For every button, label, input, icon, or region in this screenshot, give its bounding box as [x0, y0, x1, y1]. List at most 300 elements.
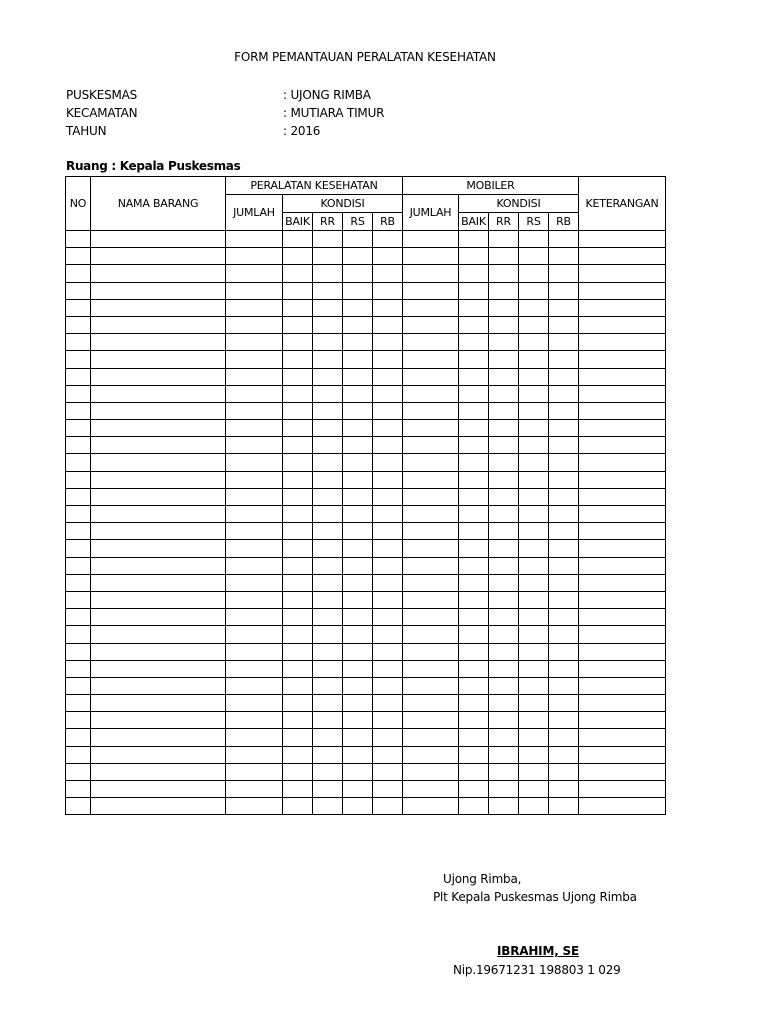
table-cell [519, 248, 549, 265]
table-cell [66, 351, 91, 368]
table-cell [91, 316, 226, 333]
table-cell [459, 334, 489, 351]
table-cell [579, 471, 666, 488]
table-cell [66, 660, 91, 677]
table-cell [459, 591, 489, 608]
table-cell [489, 385, 519, 402]
table-cell [226, 506, 283, 523]
table-cell [579, 540, 666, 557]
table-cell [459, 351, 489, 368]
table-cell [373, 729, 403, 746]
table-cell [403, 334, 459, 351]
table-cell [373, 282, 403, 299]
table-cell [579, 574, 666, 591]
table-cell [549, 506, 579, 523]
table-cell [519, 334, 549, 351]
table-cell [373, 763, 403, 780]
table-cell [459, 282, 489, 299]
table-cell [549, 729, 579, 746]
table-cell [226, 351, 283, 368]
table-cell [373, 574, 403, 591]
table-cell [283, 763, 313, 780]
table-cell [226, 557, 283, 574]
table-cell [459, 540, 489, 557]
table-cell [226, 660, 283, 677]
table-row [66, 248, 666, 265]
table-cell [343, 437, 373, 454]
table-cell [373, 557, 403, 574]
table-cell [373, 471, 403, 488]
table-cell [489, 712, 519, 729]
table-cell [549, 557, 579, 574]
table-cell [549, 402, 579, 419]
table-cell [91, 591, 226, 608]
table-cell [313, 798, 343, 815]
table-cell [226, 488, 283, 505]
table-cell [403, 299, 459, 316]
table-cell [226, 591, 283, 608]
info-row-tahun [66, 124, 566, 142]
table-cell [519, 729, 549, 746]
table-cell [226, 368, 283, 385]
table-cell [403, 488, 459, 505]
table-cell [226, 282, 283, 299]
table-cell [549, 488, 579, 505]
table-cell [459, 677, 489, 694]
table-cell [373, 712, 403, 729]
table-cell [313, 351, 343, 368]
table-row [66, 729, 666, 746]
table-cell [489, 316, 519, 333]
table-cell [579, 282, 666, 299]
table-row [66, 351, 666, 368]
table-cell [66, 437, 91, 454]
table-cell [519, 695, 549, 712]
table-cell [313, 712, 343, 729]
table-cell [579, 402, 666, 419]
table-cell [66, 265, 91, 282]
table-cell [343, 334, 373, 351]
table-cell [519, 540, 549, 557]
table-row [66, 231, 666, 248]
table-cell [66, 420, 91, 437]
table-cell [66, 574, 91, 591]
table-cell [91, 540, 226, 557]
table-cell [91, 334, 226, 351]
table-cell [579, 557, 666, 574]
table-cell [343, 454, 373, 471]
table-cell [66, 523, 91, 540]
table-cell [549, 282, 579, 299]
table-cell [549, 763, 579, 780]
table-cell [519, 299, 549, 316]
table-cell [403, 437, 459, 454]
header-rr-mobiler: RR [489, 213, 519, 231]
table-cell [226, 781, 283, 798]
table-cell [549, 265, 579, 282]
table-cell [519, 591, 549, 608]
table-cell [66, 677, 91, 694]
table-cell [459, 265, 489, 282]
table-cell [313, 488, 343, 505]
table-cell [343, 488, 373, 505]
header-rs-mobiler: RS [519, 213, 549, 231]
table-cell [226, 712, 283, 729]
table-cell [549, 643, 579, 660]
table-cell [283, 488, 313, 505]
table-cell [579, 437, 666, 454]
table-cell [373, 265, 403, 282]
table-cell [343, 402, 373, 419]
table-cell [519, 574, 549, 591]
table-cell [549, 454, 579, 471]
table-cell [459, 316, 489, 333]
table-cell [343, 729, 373, 746]
table-cell [579, 385, 666, 402]
table-cell [66, 299, 91, 316]
table-cell [519, 265, 549, 282]
table-cell [459, 402, 489, 419]
table-cell [283, 334, 313, 351]
table-cell [579, 609, 666, 626]
table-cell [459, 729, 489, 746]
table-cell [313, 557, 343, 574]
table-cell [283, 574, 313, 591]
table-cell [343, 351, 373, 368]
info-label-tahun: TAHUN [66, 124, 107, 138]
table-cell [226, 609, 283, 626]
signature-name: IBRAHIM, SE [497, 944, 579, 958]
table-cell [489, 248, 519, 265]
table-cell [489, 763, 519, 780]
table-cell [313, 781, 343, 798]
table-cell [373, 437, 403, 454]
table-cell [519, 660, 549, 677]
table-cell [313, 643, 343, 660]
table-cell [489, 557, 519, 574]
table-cell [283, 454, 313, 471]
table-cell [489, 351, 519, 368]
table-row [66, 523, 666, 540]
table-row [66, 643, 666, 660]
table-cell [66, 729, 91, 746]
table-cell [66, 540, 91, 557]
table-cell [66, 368, 91, 385]
header-rb-peralatan: RB [373, 213, 403, 231]
table-cell [283, 231, 313, 248]
table-cell [403, 712, 459, 729]
equipment-table [65, 176, 666, 815]
table-cell [403, 402, 459, 419]
table-row [66, 299, 666, 316]
table-cell [283, 282, 313, 299]
table-cell [343, 591, 373, 608]
table-cell [519, 798, 549, 815]
table-cell [519, 351, 549, 368]
table-cell [459, 299, 489, 316]
table-cell [343, 540, 373, 557]
table-cell [459, 506, 489, 523]
table-cell [283, 609, 313, 626]
table-cell [403, 609, 459, 626]
table-cell [283, 729, 313, 746]
table-cell [91, 282, 226, 299]
table-cell [66, 334, 91, 351]
table-cell [91, 351, 226, 368]
table-cell [373, 677, 403, 694]
table-cell [489, 660, 519, 677]
table-cell [343, 557, 373, 574]
table-cell [66, 248, 91, 265]
table-cell [66, 231, 91, 248]
table-cell [373, 609, 403, 626]
table-cell [519, 557, 549, 574]
table-cell [549, 798, 579, 815]
table-cell [343, 282, 373, 299]
table-cell [519, 437, 549, 454]
table-cell [313, 609, 343, 626]
table-cell [66, 781, 91, 798]
table-cell [283, 798, 313, 815]
table-cell [549, 677, 579, 694]
table-cell [373, 626, 403, 643]
table-cell [226, 334, 283, 351]
header-jumlah-peralatan: JUMLAH [226, 195, 283, 231]
table-cell [403, 729, 459, 746]
table-cell [283, 368, 313, 385]
header-baik-peralatan: BAIK [283, 213, 313, 231]
table-cell [313, 574, 343, 591]
table-cell [519, 523, 549, 540]
table-cell [459, 643, 489, 660]
table-row [66, 488, 666, 505]
table-cell [313, 506, 343, 523]
table-cell [459, 798, 489, 815]
header-kondisi-mobiler: KONDISI [459, 195, 579, 213]
table-cell [283, 712, 313, 729]
table-cell [403, 523, 459, 540]
table-cell [226, 248, 283, 265]
table-cell [459, 437, 489, 454]
table-cell [519, 626, 549, 643]
table-row [66, 282, 666, 299]
table-row [66, 781, 666, 798]
table-cell [313, 248, 343, 265]
table-cell [489, 402, 519, 419]
table-cell [226, 402, 283, 419]
table-cell [403, 454, 459, 471]
table-cell [549, 437, 579, 454]
table-cell [459, 660, 489, 677]
table-cell [283, 626, 313, 643]
table-cell [403, 231, 459, 248]
table-cell [579, 712, 666, 729]
table-cell [579, 299, 666, 316]
table-cell [91, 299, 226, 316]
table-cell [226, 231, 283, 248]
table-cell [283, 248, 313, 265]
table-cell [489, 626, 519, 643]
table-cell [226, 574, 283, 591]
table-cell [459, 420, 489, 437]
table-cell [373, 316, 403, 333]
table-cell [489, 506, 519, 523]
table-cell [549, 368, 579, 385]
table-cell [403, 248, 459, 265]
signature-position: Plt Kepala Puskesmas Ujong Rimba [433, 890, 637, 904]
table-cell [91, 420, 226, 437]
table-cell [519, 643, 549, 660]
table-cell [549, 248, 579, 265]
table-cell [226, 695, 283, 712]
info-label-puskesmas: PUSKESMAS [66, 88, 138, 102]
table-cell [549, 471, 579, 488]
header-keterangan: KETERANGAN [579, 177, 666, 231]
table-cell [91, 248, 226, 265]
table-cell [343, 316, 373, 333]
table-cell [343, 368, 373, 385]
table-cell [403, 746, 459, 763]
table-row [66, 334, 666, 351]
table-cell [403, 316, 459, 333]
table-cell [283, 540, 313, 557]
table-cell [549, 351, 579, 368]
table-cell [283, 316, 313, 333]
table-cell [91, 712, 226, 729]
table-cell [91, 660, 226, 677]
info-row-puskesmas [66, 88, 566, 106]
table-cell [91, 798, 226, 815]
table-cell [373, 591, 403, 608]
table-cell [459, 781, 489, 798]
table-cell [579, 420, 666, 437]
table-cell [579, 523, 666, 540]
table-cell [343, 626, 373, 643]
table-cell [579, 454, 666, 471]
table-cell [579, 488, 666, 505]
table-cell [226, 523, 283, 540]
table-cell [403, 798, 459, 815]
table-row [66, 591, 666, 608]
table-cell [519, 454, 549, 471]
table-cell [549, 420, 579, 437]
table-cell [373, 781, 403, 798]
table-cell [489, 609, 519, 626]
table-cell [313, 420, 343, 437]
table-cell [91, 368, 226, 385]
table-cell [66, 626, 91, 643]
table-cell [91, 626, 226, 643]
table-cell [403, 781, 459, 798]
table-cell [91, 677, 226, 694]
table-row [66, 454, 666, 471]
table-cell [66, 763, 91, 780]
table-cell [373, 248, 403, 265]
table-cell [373, 660, 403, 677]
table-cell [403, 265, 459, 282]
table-cell [489, 420, 519, 437]
table-cell [489, 643, 519, 660]
table-cell [489, 677, 519, 694]
table-cell [373, 420, 403, 437]
table-cell [459, 746, 489, 763]
table-cell [283, 265, 313, 282]
table-cell [489, 591, 519, 608]
table-cell [373, 402, 403, 419]
table-cell [459, 454, 489, 471]
signature-nip: Nip.19671231 198803 1 029 [453, 963, 621, 977]
table-cell [549, 523, 579, 540]
table-cell [226, 471, 283, 488]
table-cell [489, 454, 519, 471]
table-cell [549, 626, 579, 643]
table-cell [343, 265, 373, 282]
table-cell [313, 334, 343, 351]
table-cell [489, 282, 519, 299]
table-row [66, 695, 666, 712]
table-cell [459, 712, 489, 729]
table-row [66, 660, 666, 677]
table-cell [226, 643, 283, 660]
table-row [66, 385, 666, 402]
table-row [66, 712, 666, 729]
signature-place: Ujong Rimba, [443, 872, 522, 886]
table-cell [343, 798, 373, 815]
table-cell [343, 609, 373, 626]
table-cell [66, 798, 91, 815]
header-baik-mobiler: BAIK [459, 213, 489, 231]
table-cell [226, 798, 283, 815]
header-jumlah-mobiler: JUMLAH [403, 195, 459, 231]
table-cell [519, 316, 549, 333]
table-cell [579, 591, 666, 608]
table-cell [579, 626, 666, 643]
table-cell [313, 523, 343, 540]
table-cell [549, 781, 579, 798]
table-cell [549, 591, 579, 608]
header-rb-mobiler: RB [549, 213, 579, 231]
table-cell [373, 540, 403, 557]
table-cell [343, 248, 373, 265]
table-cell [66, 471, 91, 488]
table-cell [343, 660, 373, 677]
table-cell [313, 591, 343, 608]
table-cell [459, 471, 489, 488]
table-cell [313, 660, 343, 677]
info-value-tahun: : 2016 [283, 124, 321, 138]
table-cell [343, 471, 373, 488]
table-row [66, 471, 666, 488]
table-cell [459, 557, 489, 574]
table-body [66, 231, 666, 815]
table-row [66, 265, 666, 282]
table-cell [489, 523, 519, 540]
table-cell [91, 781, 226, 798]
table-cell [519, 488, 549, 505]
table-cell [66, 506, 91, 523]
table-cell [66, 712, 91, 729]
table-cell [373, 746, 403, 763]
table-cell [283, 695, 313, 712]
table-cell [226, 299, 283, 316]
table-cell [313, 282, 343, 299]
table-cell [579, 368, 666, 385]
table-cell [91, 695, 226, 712]
table-cell [489, 574, 519, 591]
table-cell [373, 798, 403, 815]
table-cell [519, 420, 549, 437]
table-row [66, 402, 666, 419]
